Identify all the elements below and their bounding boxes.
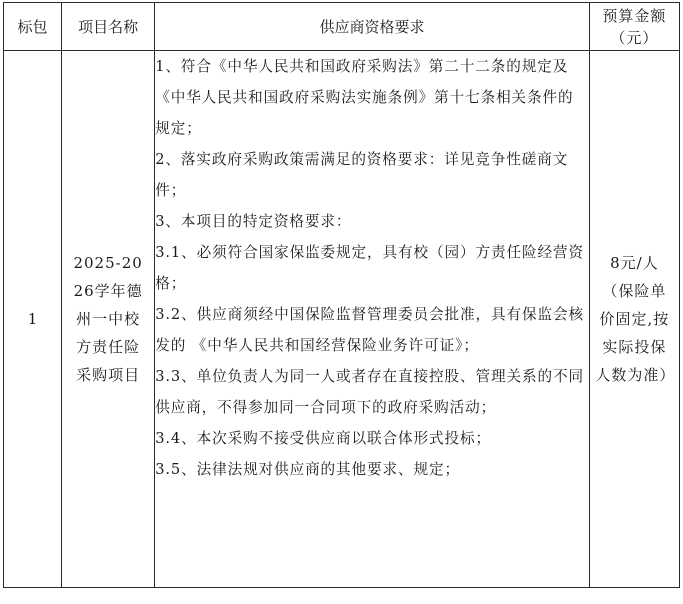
requirements-cell [155,51,590,588]
requirement-item: 3.3、单位负责人为同一人或者存在直接控股、管理关系的不同供应商，不得参加同一合同项下的政府采购活动； [155,368,584,416]
project-name: 2025-2026学年德州一中校方责任险采购项目 [73,254,143,384]
header-package: 标包 [4,3,62,51]
requirement-item: 3.1、必须符合国家保监委规定，具有校（园）方责任险经营资格； [155,244,584,292]
project-name-cell [62,51,155,588]
budget-cell [589,51,679,588]
table-header-row [4,3,680,51]
requirement-item: 3.5、法律法规对供应商的其他要求、规定； [155,461,461,478]
requirement-item: 3、本项目的特定资格要求： [155,213,352,230]
header-budget [589,3,679,51]
requirement-item: 1、符合《中华人民共和国政府采购法》第二十二条的规定及《中华人民共和国政府采购法实施条例》第十七条相关条件的规定； [155,58,574,137]
procurement-table [3,2,680,588]
requirement-item: 3.4、本次采购不接受供应商以联合体形式投标； [155,430,491,447]
header-project-name: 项目名称 [62,3,155,51]
header-budget-label: 预算金额（元） [602,6,667,47]
package-number: 1 [4,51,62,588]
requirement-item: 2、落实政府采购政策需满足的资格要求：详见竞争性磋商文件； [155,151,569,199]
budget-note: （保险单价固定,按实际投保人数为准） [595,282,676,384]
budget-amount: 8元/人 [610,254,659,272]
header-requirements: 供应商资格要求 [155,3,590,51]
table-row [4,51,680,588]
requirement-item: 3.2、供应商须经中国保险监督管理委员会批准，具有保监会核发的 《中华人民共和国经营保险业务许可证》； [155,306,584,354]
